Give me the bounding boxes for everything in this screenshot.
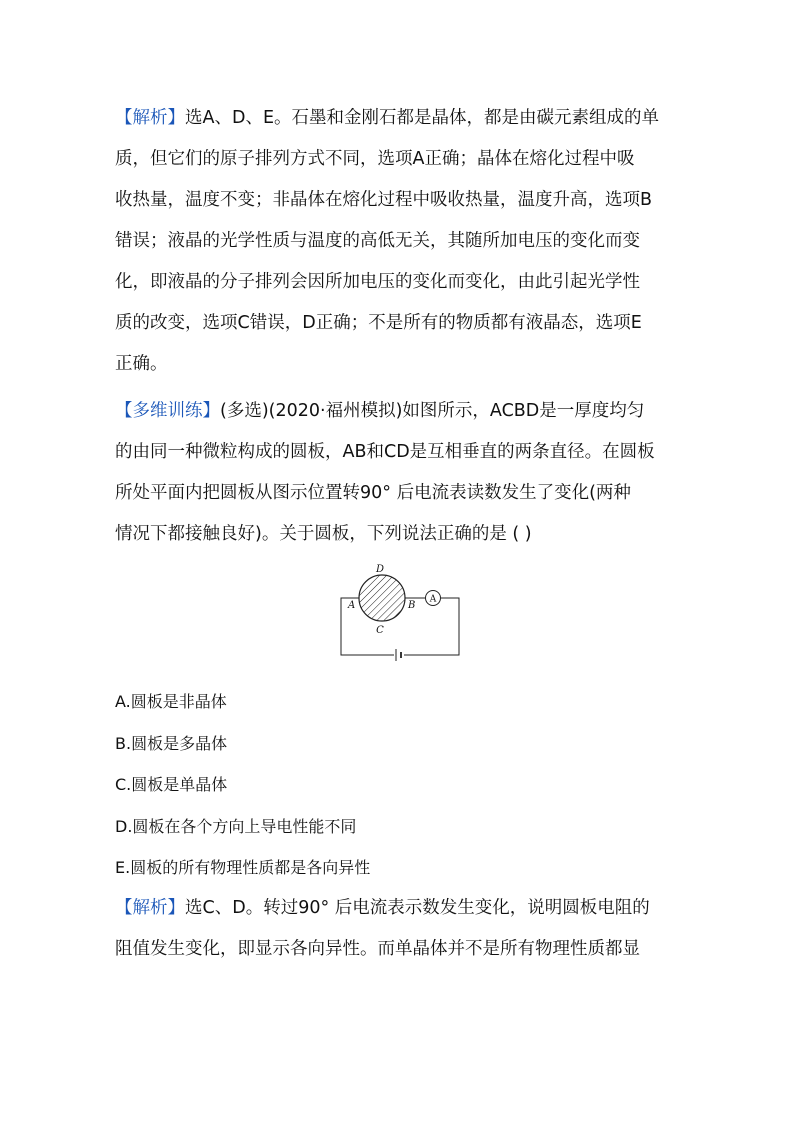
question-text: (多选)(2020·福州模拟)如图所示，ACBD是一厚度均匀 [220, 401, 645, 421]
question-tag: 【多维训练】 [115, 401, 220, 421]
analysis-tag: 【解析】 [115, 898, 185, 918]
analysis-line: 正确。 [115, 354, 168, 374]
analysis-line [115, 888, 690, 929]
label-D: D [375, 564, 385, 575]
analysis-line: 质的改变，选项C错误，D正确；不是所有的物质都有液晶态，选项E [115, 313, 642, 333]
label-A: A [348, 600, 356, 611]
analysis-text: 选C、D。转过90° 后电流表示数发生变化，说明圆板电阻的 [185, 898, 650, 918]
analysis-line: 化，即液晶的分子排列会因所加电压的变化而变化，由此引起光学性 [115, 272, 640, 292]
label-B: B [408, 600, 416, 611]
analysis-line [115, 98, 690, 139]
analysis-tag: 【解析】 [115, 108, 185, 128]
ammeter-label: A [429, 594, 437, 605]
analysis-paragraph-2 [115, 888, 690, 970]
option-d: D.圆板在各个方向上导电性能不同 [115, 817, 357, 836]
question-line [115, 391, 690, 432]
question-paragraph [115, 391, 690, 555]
analysis-line: 质，但它们的原子排列方式不同，选项A正确；晶体在熔化过程中吸 [115, 149, 635, 169]
analysis-text: 选A、D、E。石墨和金刚石都是晶体，都是由碳元素组成的单 [185, 108, 660, 128]
label-C: C [376, 625, 384, 636]
question-line: 所处平面内把圆板从图示位置转90° 后电流表读数发生了变化(两种 [115, 483, 631, 503]
question-line: 情况下都接触良好)。关于圆板，下列说法正确的是 ( ) [115, 524, 532, 544]
analysis-paragraph-1 [115, 98, 690, 385]
option-a: A.圆板是非晶体 [115, 692, 227, 711]
analysis-line: 阻值发生变化，即显示各向异性。而单晶体并不是所有物理性质都显 [115, 939, 640, 959]
question-line: 的由同一种微粒构成的圆板，AB和CD是互相垂直的两条直径。在圆板 [115, 442, 655, 462]
option-b: B.圆板是多晶体 [115, 734, 228, 753]
circuit-diagram [338, 560, 463, 662]
circular-plate [359, 575, 405, 621]
option-c: C.圆板是单晶体 [115, 775, 228, 794]
analysis-line: 错误；液晶的光学性质与温度的高低无关，其随所加电压的变化而变 [115, 231, 640, 251]
option-e: E.圆板的所有物理性质都是各向异性 [115, 858, 371, 877]
analysis-line: 收热量，温度不变；非晶体在熔化过程中吸收热量，温度升高，选项B [115, 190, 653, 210]
